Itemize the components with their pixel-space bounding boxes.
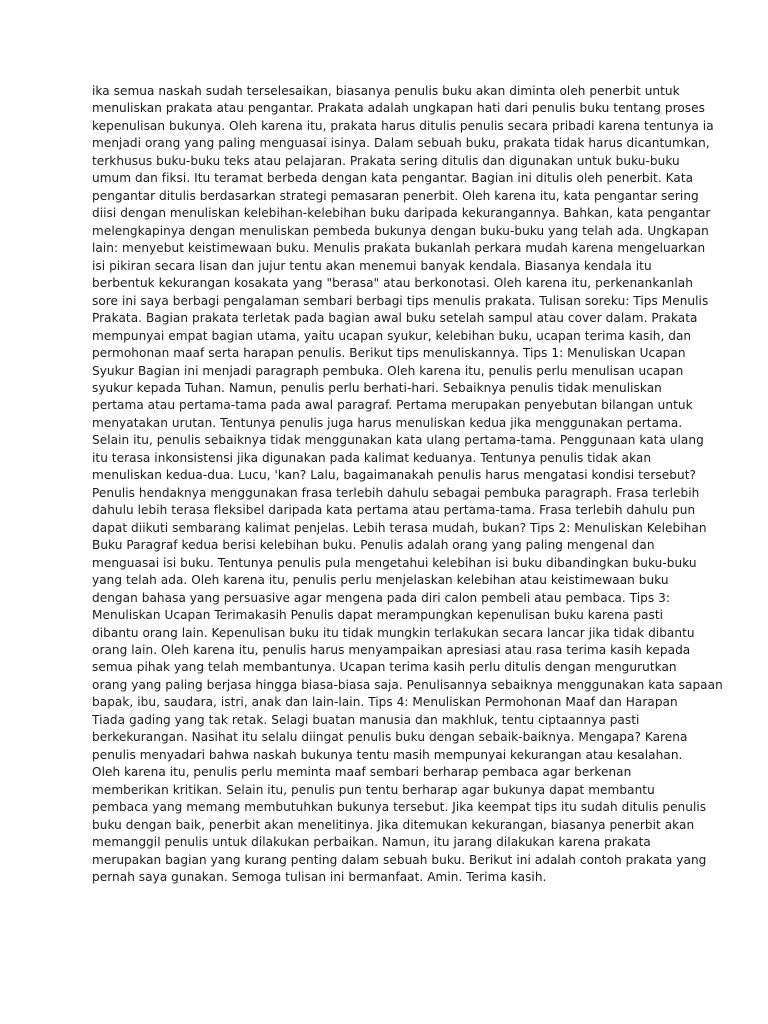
text-line: menjadi orang yang paling menguasai isinya. Dalam sebuah buku, prakata tidak harus dicantumkan, <box>92 136 710 151</box>
text-line: menuliskan kedua-dua. Lucu, 'kan? Lalu, bagaimanakah penulis harus mengatasi kondisi tersebut? <box>92 468 696 483</box>
text-line: Oleh karena itu, penulis perlu meminta maaf sembari berharap pembaca agar berkenan <box>92 765 632 780</box>
text-line: memanggil penulis untuk dilakukan perbaikan. Namun, itu jarang dilakukan karena prakata <box>92 835 651 850</box>
text-line: memberikan kritikan. Selain itu, penulis pun tentu berharap agar bukunya dapat membantu <box>92 782 655 797</box>
text-line: diisi dengan menuliskan kelebihan-kelebihan buku daripada kekurangannya. Bahkan, kata pengantar <box>92 206 711 221</box>
text-line: permohonan maaf serta harapan penulis. Berikut tips menuliskannya. Tips 1: Menuliskan Ucapan <box>92 346 686 361</box>
text-line: melengkapinya dengan menuliskan pembeda bukunya dengan buku-buku yang telah ada. Ungkapan <box>92 223 709 238</box>
text-line: isi pikiran secara lisan dan jujur tentu akan menemui banyak kendala. Biasanya kendala itu <box>92 258 652 273</box>
text-line: pengantar ditulis berdasarkan strategi pemasaran penerbit. Oleh karena itu, kata pengantar sering <box>92 188 699 203</box>
text-line: menguasai isi buku. Tentunya penulis pula mengetahui kelebihan isi buku dibandingkan buku-buku <box>92 555 697 570</box>
text-line: dapat diikuti sembarang kalimat penjelas. Lebih terasa mudah, bukan? Tips 2: Menuliskan Kelebihan <box>92 520 707 535</box>
text-line: Buku Paragraf kedua berisi kelebihan buku. Penulis adalah orang yang paling mengenal dan <box>92 538 655 553</box>
text-line: buku dengan baik, penerbit akan menelitinya. Jika ditemukan kekurangan, biasanya penerbit akan <box>92 817 695 832</box>
text-line: menyatakan urutan. Tentunya penulis juga harus menuliskan kedua jika menggunakan pertama. <box>92 415 683 430</box>
text-line: pembaca yang memang membutuhkan bukunya tersebut. Jika keempat tips itu sudah ditulis penulis <box>92 800 707 815</box>
text-line: dengan bahasa yang persuasive agar mengena pada diri calon pembeli atau pembaca. Tips 3: <box>92 590 670 605</box>
text-line: penulis menyadari bahwa naskah bukunya tentu masih mempunyai kekurangan atau kesalahan. <box>92 747 683 762</box>
text-line: yang telah ada. Oleh karena itu, penulis perlu menjelaskan kelebihan atau keistimewaan buku <box>92 573 669 588</box>
text-line: bapak, ibu, saudara, istri, anak dan lain-lain. Tips 4: Menuliskan Permohonan Maaf dan Harapan <box>92 695 678 710</box>
text-line: mempunyai empat bagian utama, yaitu ucapan syukur, kelebihan buku, ucapan terima kasih, dan <box>92 328 692 343</box>
text-line: terkhusus buku-buku teks atau pelajaran. Prakata sering ditulis dan digunakan untuk buku-buku <box>92 153 680 168</box>
text-line: ika semua naskah sudah terselesaikan, biasanya penulis buku akan diminta oleh penerbit untuk <box>92 84 680 98</box>
text-line: Tiada gading yang tak retak. Selagi buatan manusia dan makhluk, tentu ciptaannya pasti <box>92 712 640 727</box>
text-line: Prakata. Bagian prakata terletak pada bagian awal buku setelah sampul atau cover dalam. Prakata <box>92 311 698 326</box>
text-line: Menuliskan Ucapan Terimakasih Penulis dapat merampungkan kepenulisan buku karena pasti <box>92 608 664 623</box>
text-line: menuliskan prakata atau pengantar. Prakata adalah ungkapan hati dari penulis buku tentang proses <box>92 101 705 116</box>
text-line: umum dan fiksi. Itu teramat berbeda dengan kata pengantar. Bagian ini ditulis oleh penerbit. Kata <box>92 171 694 186</box>
text-line: pertama atau pertama-tama pada awal paragraf. Pertama merupakan penyebutan bilangan untuk <box>92 398 693 413</box>
text-line: semua pihak yang telah membantunya. Ucapan terima kasih perlu ditulis dengan mengurutkan <box>92 660 677 675</box>
body-text <box>92 83 723 887</box>
text-line: orang lain. Oleh karena itu, penulis harus menyampaikan apresiasi atau rasa terima kasih kepada <box>92 643 691 657</box>
text-line: orang yang paling berjasa hingga biasa-biasa saja. Penulisannya sebaiknya menggunakan kata sapaan <box>92 677 723 692</box>
text-line: Penulis hendaknya menggunakan frasa terlebih dahulu sebagai pembuka paragraph. Frasa terlebih <box>92 485 700 500</box>
text-line: berbentuk kekurangan kosakata yang "berasa" atau berkonotasi. Oleh karena itu, perkenankanlah <box>92 276 693 291</box>
text-line: itu terasa inkonsistensi jika digunakan pada kalimat keduanya. Tentunya penulis tidak akan <box>92 450 652 465</box>
text-line: dahulu lebih terasa fleksibel daripada kata pertama atau pertama-tama. Frasa terlebih dahulu pun <box>92 503 696 518</box>
text-line: Selain itu, penulis sebaiknya tidak menggunakan kata ulang pertama-tama. Penggunaan kata ulang <box>92 433 704 448</box>
text-line: Syukur Bagian ini menjadi paragraph pembuka. Oleh karena itu, penulis perlu menulisan ucapan <box>92 363 684 378</box>
text-line: lain: menyebut keistimewaan buku. Menulis prakata bukanlah perkara mudah karena mengeluarkan <box>92 241 706 256</box>
text-line: berkekurangan. Nasihat itu selalu diingat penulis buku dengan sebaik-baiknya. Mengapa? Karena <box>92 730 688 745</box>
text-line: sore ini saya berbagi pengalaman sembari berbagi tips menulis prakata. Tulisan soreku: Tips Menulis <box>92 293 709 308</box>
text-line: merupakan bagian yang kurang penting dalam sebuah buku. Berikut ini adalah contoh prakata yang <box>92 852 707 867</box>
text-line: syukur kepada Tuhan. Namun, penulis perlu berhati-hari. Sebaiknya penulis tidak menuliskan <box>92 380 662 395</box>
text-line: dibantu orang lain. Kepenulisan buku itu tidak mungkin terlakukan secara lancar jika tidak dibantu <box>92 625 695 640</box>
text-line: kepenulisan bukunya. Oleh karena itu, prakata harus ditulis penulis secara pribadi karena tentunya ia <box>92 118 714 133</box>
text-line: pernah saya gunakan. Semoga tulisan ini bermanfaat. Amin. Terima kasih. <box>92 870 547 885</box>
